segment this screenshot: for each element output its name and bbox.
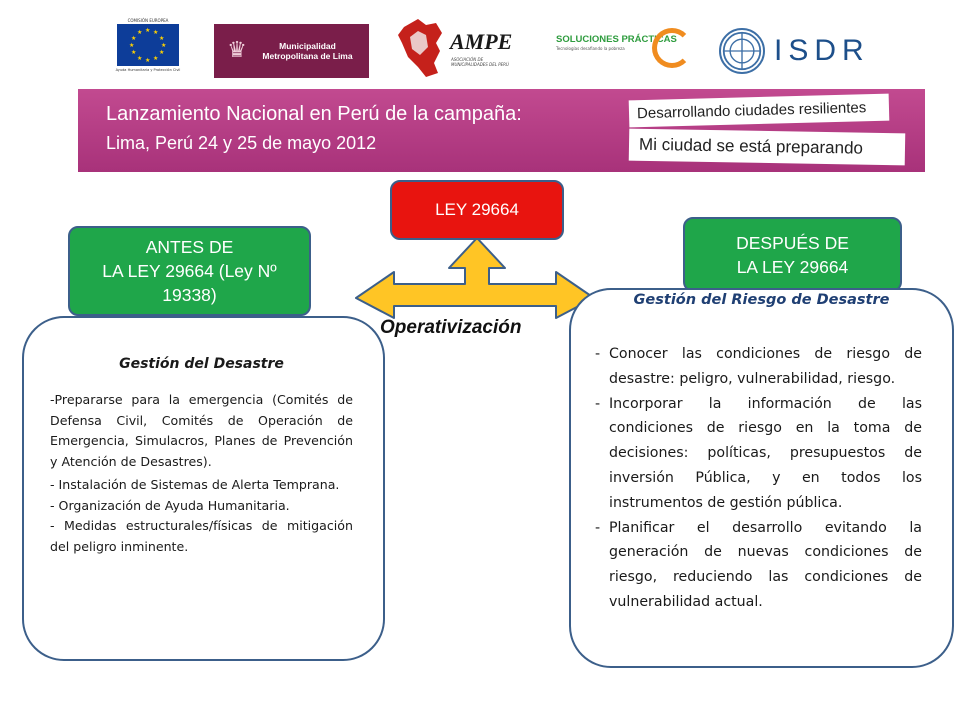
municipalidad-name: Municipalidad Metropolitana de Lima: [262, 41, 353, 61]
banner-line1: Lanzamiento Nacional en Perú de la campaña:: [106, 103, 522, 125]
isdr-logo: [719, 28, 869, 74]
eu-flag-icon: ★ ★ ★ ★ ★ ★ ★ ★ ★ ★ ★ ★: [117, 24, 179, 66]
ampe-subtitle: ASOCIACIÓN DE MUNICIPALIDADES DEL PERÚ: [451, 57, 509, 67]
crest-icon: ♛: [227, 38, 247, 63]
peru-map-icon: [396, 17, 448, 79]
left-item-3: - Organización de Ayuda Humanitaria.: [50, 497, 290, 513]
ring-icon: [652, 28, 692, 68]
bullet-dash: -: [595, 346, 601, 362]
soluciones-practicas-logo: [556, 34, 686, 70]
gestion-desastre-panel: [22, 316, 385, 661]
operativizacion-label: Operativización: [380, 317, 522, 338]
right-item-3: [595, 516, 922, 615]
right-item-1-text: Conocer las condiciones de riesgo de desastre: peligro, vulnerabilidad, riesgo.: [609, 346, 922, 387]
soluciones-tagline: Tecnologías desafiando la pobreza: [556, 46, 625, 51]
right-item-1: [595, 342, 922, 392]
ampe-logo: [396, 17, 518, 79]
right-item-2-text: Incorporar la información de las condiciones de riesgo en la toma de decisiones: políticas, presupuestos de inversión Pública, y en todos los instrumentos de gestión pública.: [609, 395, 922, 511]
isdr-name: ISDR: [774, 34, 870, 67]
right-panel-title: Gestión del Riesgo de Desastre: [633, 292, 890, 308]
left-item-4: - Medidas estructurales/físicas de mitigación del peligro inminente.: [50, 518, 353, 554]
left-item-2: - Instalación de Sistemas de Alerta Temprana.: [50, 477, 340, 492]
bullet-dash: -: [595, 395, 601, 412]
left-item-1: -Prepararse para la emergencia (Comités de Defensa Civil, Comités de Operación de Emergencia, Simulacros, Planes de Prevención y Atención de Desastres).: [50, 392, 353, 469]
left-panel-title: Gestión del Desastre: [119, 356, 284, 372]
despues-line1: DESPUÉS DE: [736, 232, 849, 253]
gestion-riesgo-panel: [569, 288, 954, 668]
antes-box: [68, 226, 311, 316]
eu-subcaption: Ayuda Humanitaria y Protección Civil: [115, 68, 181, 72]
antes-line3: 19338): [162, 285, 217, 305]
soluciones-name: SOLUCIONES PRÁCTICAS: [556, 34, 677, 45]
bullet-dash: -: [595, 519, 601, 536]
un-globe-icon: [719, 28, 765, 74]
right-item-3-text: Planificar el desarrollo evitando la generación de nuevas condiciones de riesgo, reduciendo las condiciones de vulnerabilidad actual.: [609, 519, 922, 610]
despues-box: [683, 217, 902, 292]
banner-tag1: Desarrollando ciudades resilientes: [629, 94, 890, 128]
right-item-2: [595, 392, 922, 516]
antes-line2: LA LEY 29664 (Ley Nº: [102, 261, 277, 281]
municipalidad-logo: [214, 24, 369, 78]
ley-label: LEY 29664: [435, 200, 519, 219]
ley-29664-box: [390, 180, 564, 240]
despues-line2: LA LEY 29664: [736, 256, 849, 277]
three-way-arrow: [350, 234, 600, 320]
banner-tag2: Mi ciudad se está preparando: [629, 129, 906, 166]
campaign-banner: [78, 89, 925, 172]
eu-caption: COMISIÓN EUROPEA: [127, 18, 169, 23]
ampe-name: AMPE: [450, 29, 513, 54]
eu-logo: [113, 17, 183, 75]
antes-line1: ANTES DE: [145, 237, 234, 257]
banner-line2: Lima, Perú 24 y 25 de mayo 2012: [106, 133, 377, 153]
